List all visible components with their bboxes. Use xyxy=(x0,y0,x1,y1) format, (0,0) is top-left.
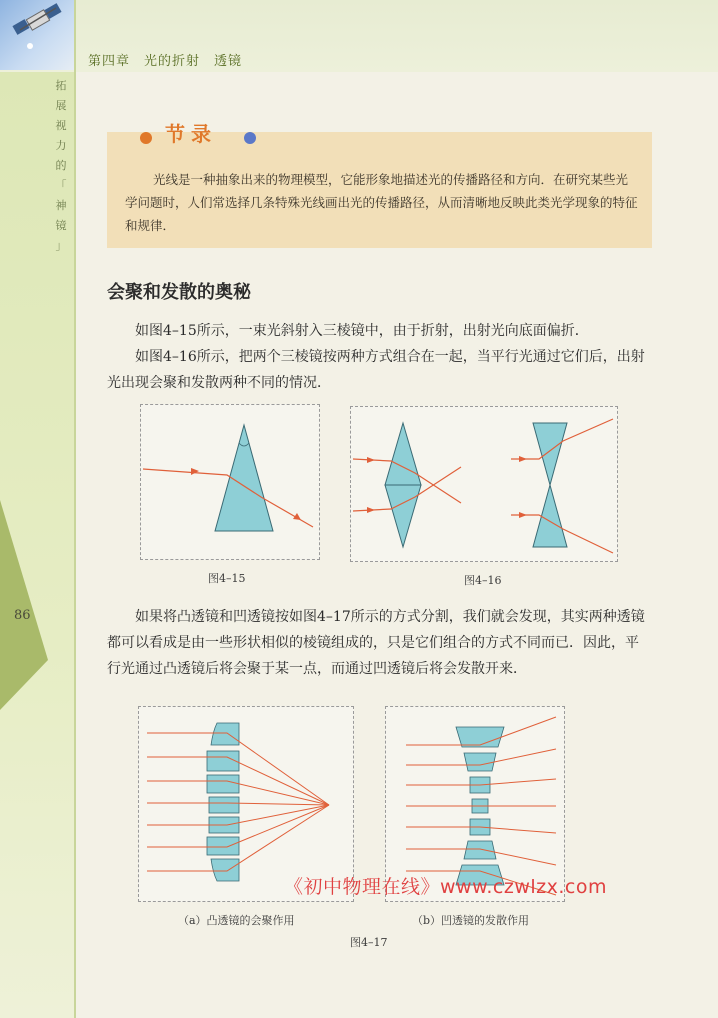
section-heading: 会聚和发散的奥秘 xyxy=(107,282,251,303)
page-number: 86 xyxy=(14,608,31,623)
sidebar-char: 镜 xyxy=(55,219,67,232)
note-text: 光线是一种抽象出来的物理模型，它能形象地描述光的传播路径和方向．在研究某些光学问题时，人们常选择几条特殊光线画出光的传播路径，从而清晰地反映此类光学现象的特征和规律． xyxy=(125,172,638,233)
figure-4-16-caption: 图4–16 xyxy=(464,574,502,587)
paragraph-2: 如图4–16所示，把两个三棱镜按两种方式组合在一起，当平行光通过它们后，出射光出现会聚和发散两种不同的情况． xyxy=(107,349,645,391)
sidebar-char: 」 xyxy=(55,239,67,252)
orange-dot-icon xyxy=(140,132,152,144)
figure-4-17b-caption: （b）凹透镜的发散作用 xyxy=(412,914,530,927)
page-tab-shape xyxy=(0,500,74,710)
figure-4-16-box xyxy=(350,406,618,562)
figure-4-17a-caption: （a）凸透镜的会聚作用 xyxy=(178,914,295,927)
figure-4-15-diagram xyxy=(141,405,319,559)
figure-4-17-caption: 图4–17 xyxy=(350,936,388,949)
site-watermark: 《初中物理在线》www.czwlzx.com xyxy=(284,876,607,898)
paragraph-3: 如果将凸透镜和凹透镜按如图4–17所示的方式分割，我们就会发现，其实两种透镜都可以看成是由一些形状相似的棱镜组成的，只是它们组合的方式不同而已．因此，平行光通过凸透镜后将会聚于某一点，而通过凹透镜后将会发散开来． xyxy=(107,609,645,677)
sidebar-char: 神 xyxy=(55,199,67,212)
figure-4-15-caption: 图4–15 xyxy=(208,572,246,585)
sidebar-char: 的 xyxy=(55,159,67,172)
blue-dot-icon xyxy=(244,132,256,144)
paragraph-1: 如图4–15所示，一束光斜射入三棱镜中，由于折射，出射光向底面偏折． xyxy=(107,323,589,339)
figure-4-16-diagram xyxy=(351,407,617,561)
sidebar-char: 拓 xyxy=(55,79,67,92)
note-title: 节录 xyxy=(165,122,217,146)
chapter-header: 第四章 光的折射 透镜 xyxy=(88,54,243,69)
sidebar-divider xyxy=(74,0,76,1018)
sidebar-vertical-label xyxy=(52,76,70,256)
figure-4-15-box xyxy=(140,404,320,560)
sidebar-char: 视 xyxy=(55,119,67,132)
satellite-logo-badge xyxy=(0,0,74,70)
sidebar-char: 力 xyxy=(55,139,67,152)
sidebar-char: 「 xyxy=(55,179,67,192)
satellite-icon xyxy=(0,0,74,70)
sidebar-char: 展 xyxy=(55,99,67,112)
